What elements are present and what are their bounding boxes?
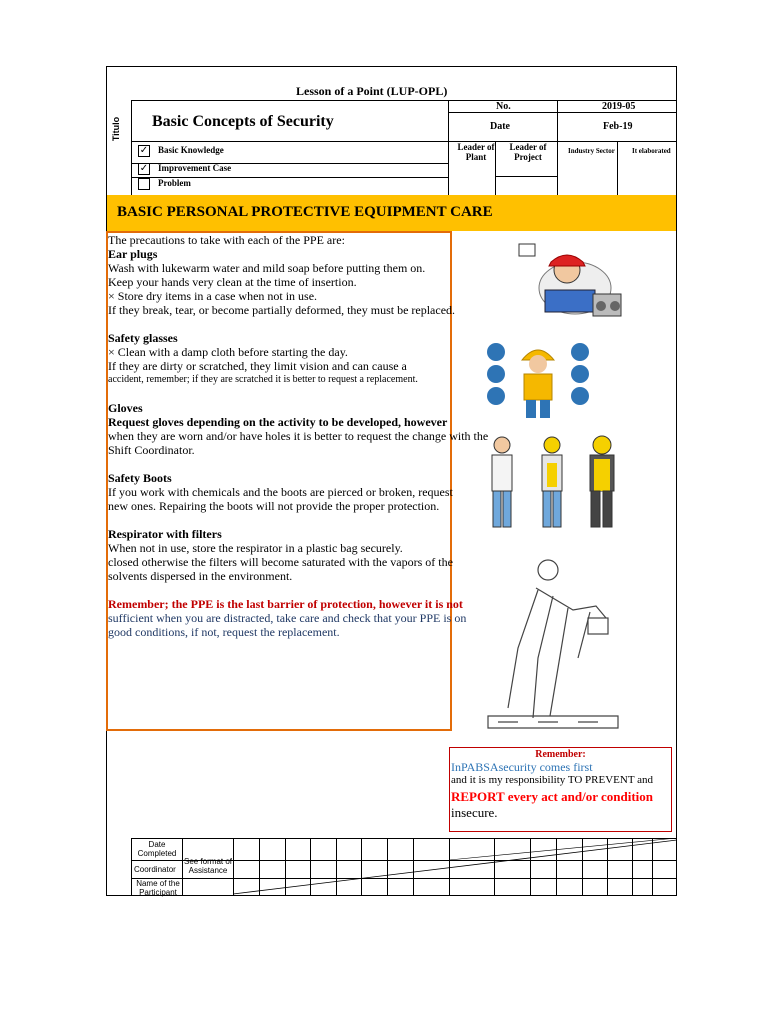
checkbox-basic-knowledge[interactable]: ✓ — [139, 145, 149, 156]
checkbox-problem[interactable] — [138, 178, 150, 190]
footer-see-format: See format of Assistance — [183, 857, 233, 875]
boots-line-2: new ones. Repairing the boots will not provide the proper protection. — [108, 499, 440, 513]
gloves-workers-illustration — [484, 433, 624, 533]
lesson-title: Lesson of a Point (LUP-OPL) — [296, 84, 448, 98]
ear-plugs-title: Ear plugs — [108, 247, 158, 261]
glasses-line-2: If they are dirty or scratched, they limit vision and can cause a — [108, 359, 407, 373]
final-blue-line-2: good conditions, if not, request the replacement. — [108, 625, 340, 639]
ear-plug-worker-illustration — [515, 240, 635, 325]
side-label: Titulo — [111, 116, 122, 142]
industry-sector: Industry Sector — [568, 147, 615, 155]
leader-plant: Leader of Plant — [457, 142, 495, 162]
remember-title: Remember: — [535, 749, 586, 760]
it-elaborated: It elaborated — [632, 147, 671, 155]
main-title: Basic Concepts of Security — [152, 113, 334, 130]
remember-line-1: InPABSAsecurity comes first — [451, 760, 593, 774]
banner-title: BASIC PERSONAL PROTECTIVE EQUIPMENT CARE — [117, 204, 493, 220]
glasses-line-3: accident, remember; if they are scratched it is better to request a replacement. — [108, 374, 418, 385]
ear-line-1: Wash with lukewarm water and mild soap before putting them on. — [108, 261, 426, 275]
gloves-line-3: Shift Coordinator. — [108, 443, 195, 457]
respirator-line-1: When not in use, store the respirator in a plastic bag securely. — [108, 541, 403, 555]
leader-project: Leader of Project — [509, 142, 547, 162]
remember-line-4: insecure. — [451, 805, 498, 820]
ear-line-2: Keep your hands very clean at the time of insertion. — [108, 275, 357, 289]
respirator-line-2: closed otherwise the filters will become saturated with the vapors of the — [108, 555, 453, 569]
glasses-title: Safety glasses — [108, 331, 178, 345]
no-label: No. — [496, 101, 511, 112]
footer-diagonal-lines — [233, 838, 677, 896]
glasses-line-1: × Clean with a damp cloth before starting the day. — [108, 345, 348, 359]
section-banner — [107, 195, 676, 231]
category-basic-knowledge: ✓ Basic Knowledge — [139, 145, 224, 156]
remember-box — [449, 747, 672, 832]
gloves-line-2: when they are worn and/or have holes it is better to request the change with the — [108, 429, 489, 443]
gloves-title: Gloves — [108, 401, 143, 415]
final-blue-line-1: sufficient when you are distracted, take care and check that your PPE is on — [108, 611, 467, 625]
boots-line-1: If you work with chemicals and the boots are pierced or broken, request — [108, 485, 453, 499]
footer-date-completed: Date Completed — [137, 840, 177, 858]
respirator-line-3: solvents dispersed in the environment. — [108, 569, 293, 583]
gloves-line-1: Request gloves depending on the activity to be developed, however — [108, 415, 448, 429]
intro-text: The precautions to take with each of the PPE are: — [108, 233, 345, 247]
safety-boots-illustration — [478, 548, 628, 743]
date-value: Feb-19 — [603, 121, 633, 132]
remember-line-3: REPORT every act and/or condition — [451, 789, 654, 804]
footer-participant: Name of the Participant — [136, 879, 180, 897]
category-improvement-case: ✓ Improvement Case — [139, 163, 232, 174]
content-text — [108, 233, 489, 639]
category-problem: Problem — [138, 178, 191, 190]
footer-coordinator: Coordinator — [134, 865, 176, 874]
no-value: 2019-05 — [602, 101, 636, 112]
ear-line-3: × Store dry items in a case when not in use. — [108, 289, 318, 303]
respirator-title: Respirator with filters — [108, 527, 222, 541]
date-label: Date — [490, 121, 510, 132]
boots-title: Safety Boots — [108, 471, 172, 485]
checkbox-improvement-case[interactable]: ✓ — [139, 163, 149, 174]
remember-line-2: and it is my responsibility TO PREVENT and — [451, 774, 653, 786]
final-red-text: Remember; the PPE is the last barrier of protection, however it is not — [108, 597, 463, 611]
safety-glasses-illustration — [484, 342, 599, 422]
ear-line-4: If they break, tear, or become partially deformed, they must be replaced. — [108, 303, 456, 317]
